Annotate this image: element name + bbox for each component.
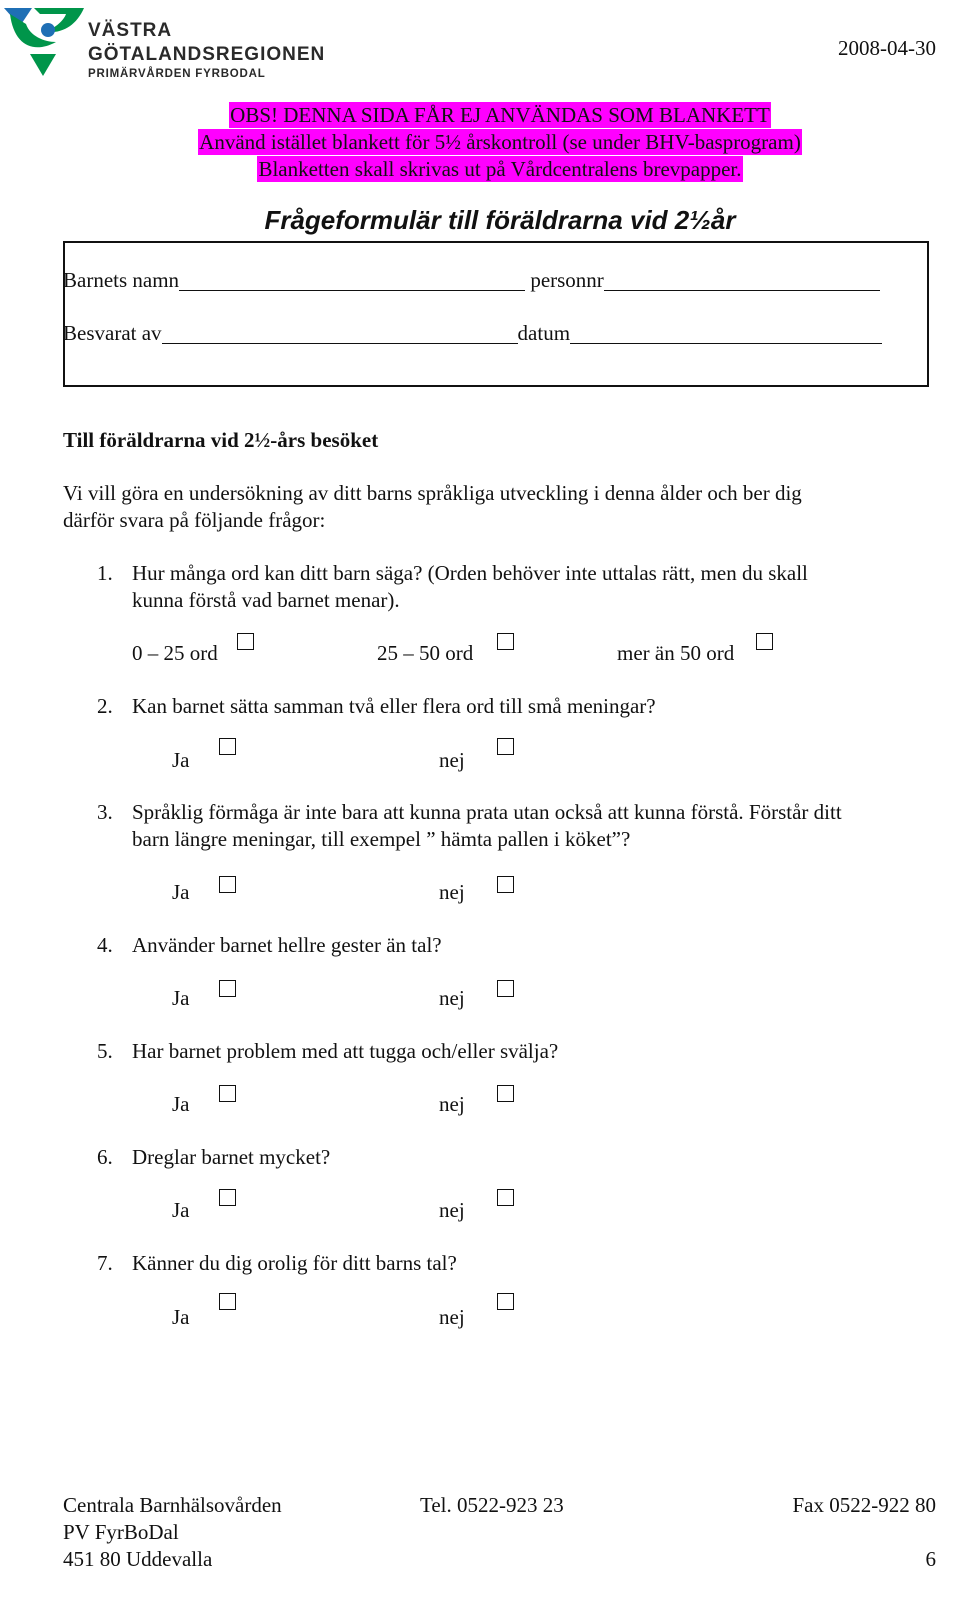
document-date: 2008-04-30 bbox=[838, 36, 936, 60]
footer-tel: Tel. 0522-923 23 bbox=[420, 1493, 564, 1517]
question-number: 5. bbox=[97, 1039, 113, 1063]
option-label: nej bbox=[439, 880, 465, 904]
question-3-text-cont: barn längre meningar, till exempel ” hämta pallen i köket”? bbox=[132, 827, 631, 851]
option-label: nej bbox=[439, 1198, 465, 1222]
personnr-field[interactable] bbox=[604, 270, 880, 291]
footer-address: 451 80 Uddevalla bbox=[63, 1547, 213, 1571]
page-title: Frågeformulär till föräldrarna vid 2½år bbox=[264, 205, 736, 235]
checkbox-q3-nej[interactable] bbox=[497, 876, 514, 893]
logo-emblem-icon bbox=[4, 6, 344, 80]
logo-line3: PRIMÄRVÅRDEN FYRBODAL bbox=[88, 68, 266, 80]
notice-line-2: Använd istället blankett för 5½ årskontroll (se under BHV-basprogram) bbox=[199, 130, 801, 154]
question-3-text: Språklig förmåga är inte bara att kunna prata utan också att kunna förstå. Förstår ditt bbox=[132, 800, 842, 824]
logo-line2: GÖTALANDSREGIONEN bbox=[88, 44, 326, 65]
question-number: 6. bbox=[97, 1145, 113, 1169]
page-number: 6 bbox=[925, 1547, 936, 1571]
child-name-field[interactable] bbox=[179, 270, 525, 291]
checkbox-q6-ja[interactable] bbox=[219, 1189, 236, 1206]
name-row bbox=[63, 270, 880, 291]
checkbox-q5-ja[interactable] bbox=[219, 1085, 236, 1102]
checkbox-q4-nej[interactable] bbox=[497, 980, 514, 997]
question-7-text: Känner du dig orolig för ditt barns tal? bbox=[132, 1251, 457, 1275]
checkbox-q7-ja[interactable] bbox=[219, 1293, 236, 1310]
question-number: 1. bbox=[97, 561, 113, 585]
option-label: Ja bbox=[172, 880, 190, 904]
checkbox-q5-nej[interactable] bbox=[497, 1085, 514, 1102]
answered-by-label: Besvarat av bbox=[63, 321, 162, 345]
question-5-text: Har barnet problem med att tugga och/eller svälja? bbox=[132, 1039, 559, 1063]
option-label: nej bbox=[439, 1092, 465, 1116]
intro-line-2: därför svara på följande frågor: bbox=[63, 508, 326, 532]
date-label: datum bbox=[517, 321, 571, 345]
intro-heading: Till föräldrarna vid 2½-års besöket bbox=[63, 428, 379, 452]
option-label: 0 – 25 ord bbox=[132, 641, 218, 665]
vgr-logo bbox=[4, 6, 344, 80]
child-name-label: Barnets namn bbox=[63, 268, 180, 292]
question-1-text: Hur många ord kan ditt barn säga? (Orden behöver inte uttalas rätt, men du skall bbox=[132, 561, 808, 585]
option-label: nej bbox=[439, 1305, 465, 1329]
option-label: Ja bbox=[172, 986, 190, 1010]
answered-row bbox=[63, 323, 882, 344]
question-number: 7. bbox=[97, 1251, 113, 1275]
checkbox-q7-nej[interactable] bbox=[497, 1293, 514, 1310]
question-6-text: Dreglar barnet mycket? bbox=[132, 1145, 331, 1169]
checkbox-q2-ja[interactable] bbox=[219, 738, 236, 755]
checkbox-q2-nej[interactable] bbox=[497, 738, 514, 755]
option-label: Ja bbox=[172, 748, 190, 772]
option-label: Ja bbox=[172, 1305, 190, 1329]
question-4-text: Använder barnet hellre gester än tal? bbox=[132, 933, 442, 957]
option-label: mer än 50 ord bbox=[617, 641, 735, 665]
notice-banner bbox=[0, 102, 960, 183]
checkbox-q1-25-50[interactable] bbox=[497, 633, 514, 650]
question-number: 2. bbox=[97, 694, 113, 718]
checkbox-q3-ja[interactable] bbox=[219, 876, 236, 893]
question-1-text-cont: kunna förstå vad barnet menar). bbox=[132, 588, 400, 612]
logo-line1: VÄSTRA bbox=[88, 20, 173, 41]
question-number: 3. bbox=[97, 800, 113, 824]
question-number: 4. bbox=[97, 933, 113, 957]
personnr-label: personnr bbox=[530, 268, 604, 292]
option-label: 25 – 50 ord bbox=[377, 641, 474, 665]
footer-org: Centrala Barnhälsovården bbox=[63, 1493, 282, 1517]
answered-by-field[interactable] bbox=[162, 323, 518, 344]
footer-unit: PV FyrBoDal bbox=[63, 1520, 179, 1544]
checkbox-q1-0-25[interactable] bbox=[237, 633, 254, 650]
option-label: Ja bbox=[172, 1092, 190, 1116]
footer-fax: Fax 0522-922 80 bbox=[792, 1493, 936, 1517]
checkbox-q6-nej[interactable] bbox=[497, 1189, 514, 1206]
info-box bbox=[63, 241, 929, 387]
checkbox-q1-over-50[interactable] bbox=[756, 633, 773, 650]
option-label: Ja bbox=[172, 1198, 190, 1222]
notice-line-1: OBS! DENNA SIDA FÅR EJ ANVÄNDAS SOM BLANKETT bbox=[230, 103, 770, 127]
notice-line-3: Blanketten skall skrivas ut på Vårdcentralens brevpapper. bbox=[258, 157, 742, 181]
date-field[interactable] bbox=[570, 323, 882, 344]
option-label: nej bbox=[439, 986, 465, 1010]
checkbox-q4-ja[interactable] bbox=[219, 980, 236, 997]
question-2-text: Kan barnet sätta samman två eller flera ord till små meningar? bbox=[132, 694, 656, 718]
option-label: nej bbox=[439, 748, 465, 772]
intro-line-1: Vi vill göra en undersökning av ditt barns språkliga utveckling i denna ålder och ber dig bbox=[63, 481, 802, 505]
